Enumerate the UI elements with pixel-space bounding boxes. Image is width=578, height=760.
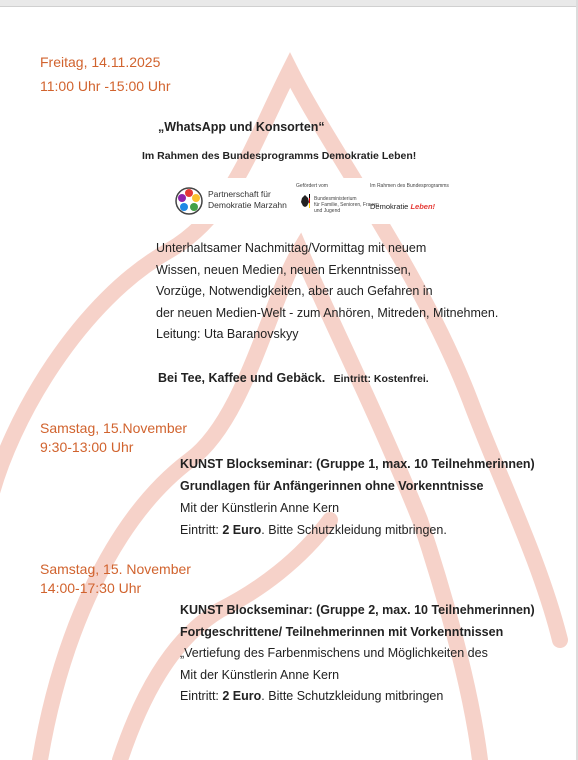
event3-artist: Mit der Künstlerin Anne Kern: [180, 668, 340, 682]
ministry-line3: und Jugend: [314, 208, 341, 214]
event2-artist: Mit der Künstlerin Anne Kern: [180, 501, 340, 515]
event3-heading: KUNST Blockseminar: (Gruppe 2, max. 10 Teilnehmerinnen): [180, 603, 535, 617]
leben-word: [410, 202, 435, 211]
demokratie-word: Demokratie: [370, 202, 409, 211]
event1-desc-line4: der neuen Medien-Welt - zum Anhören, Mitreden, Mitnehmen.: [156, 306, 499, 320]
event2-date: Samstag, 15.November: [40, 420, 188, 436]
event2-entry-line: [180, 523, 447, 537]
ministry-line2: für Familie, Senioren, Frauen: [314, 202, 379, 208]
event2-heading: KUNST Blockseminar: (Gruppe 1, max. 10 Teilnehmerinnen): [180, 457, 535, 471]
partnership-line1: Partnerschaft für: [208, 189, 271, 199]
event1-time: 11:00 Uhr -15:00 Uhr: [40, 78, 171, 94]
event1-program: Im Rahmen des Bundesprogramms Demokratie Leben!: [142, 150, 417, 162]
event1-desc-line2: Wissen, neuen Medien, neuen Erkenntnissen,: [156, 263, 412, 277]
event1-date: Freitag, 14.11.2025: [40, 54, 161, 70]
event2-subheading: Grundlagen für Anfängerinnen ohne Vorkenntnisse: [180, 479, 484, 493]
sponsor-logos: [160, 178, 449, 224]
event3-entry-line: [180, 689, 443, 703]
event3-subheading: Fortgeschrittene/ Teilnehmerinnen mit Vorkenntnissen: [180, 625, 504, 639]
event1-refreshments: Bei Tee, Kaffee und Gebäck.: [158, 371, 326, 385]
event2-entry-price: 2 Euro: [222, 523, 262, 537]
event1-entry: Eintritt: Kostenfrei.: [333, 373, 429, 385]
leben-text: Leben!: [410, 202, 436, 211]
ministry-line1: Bundesministerium: [314, 196, 357, 202]
demokratie-leben-logo: [370, 202, 435, 211]
event3-time: 14:00-17:30 Uhr: [40, 580, 142, 596]
event2-time: 9:30-13:00 Uhr: [40, 439, 134, 455]
event1-leader: Leitung: Uta Baranovskyy: [156, 327, 299, 341]
top-bar: [0, 0, 578, 7]
event3-entry-price: 2 Euro: [222, 689, 262, 703]
deco-arc-bottom: [120, 520, 330, 760]
event2-entry-label: Eintritt:: [180, 523, 223, 537]
event3-entry-label: Eintritt:: [180, 689, 223, 703]
event1-title: „WhatsApp und Konsorten“: [158, 120, 325, 134]
event1-desc-line3: Vorzüge, Notwendigkeiten, aber auch Gefahren in: [156, 284, 433, 298]
ministry-header: Gefördert vom: [296, 183, 328, 189]
partnership-logo-icon: [174, 186, 204, 216]
partnership-line2: Demokratie Marzahn: [208, 200, 287, 210]
event3-entry-note: . Bitte Schutzkleidung mitbringen: [261, 689, 444, 703]
event1-refreshments-line: [158, 369, 429, 387]
event3-date: Samstag, 15. November: [40, 561, 191, 577]
eagle-icon: [300, 194, 310, 208]
event2-entry-note: . Bitte Schutzkleidung mitbringen.: [261, 523, 447, 537]
event3-focus: „Vertiefung des Farbenmischens und Möglichkeiten des: [180, 646, 488, 660]
demokratie-leben-header: Im Rahmen des Bundesprogramms: [370, 183, 449, 189]
event1-desc-line1: Unterhaltsamer Nachmittag/Vormittag mit neuem: [156, 241, 427, 255]
